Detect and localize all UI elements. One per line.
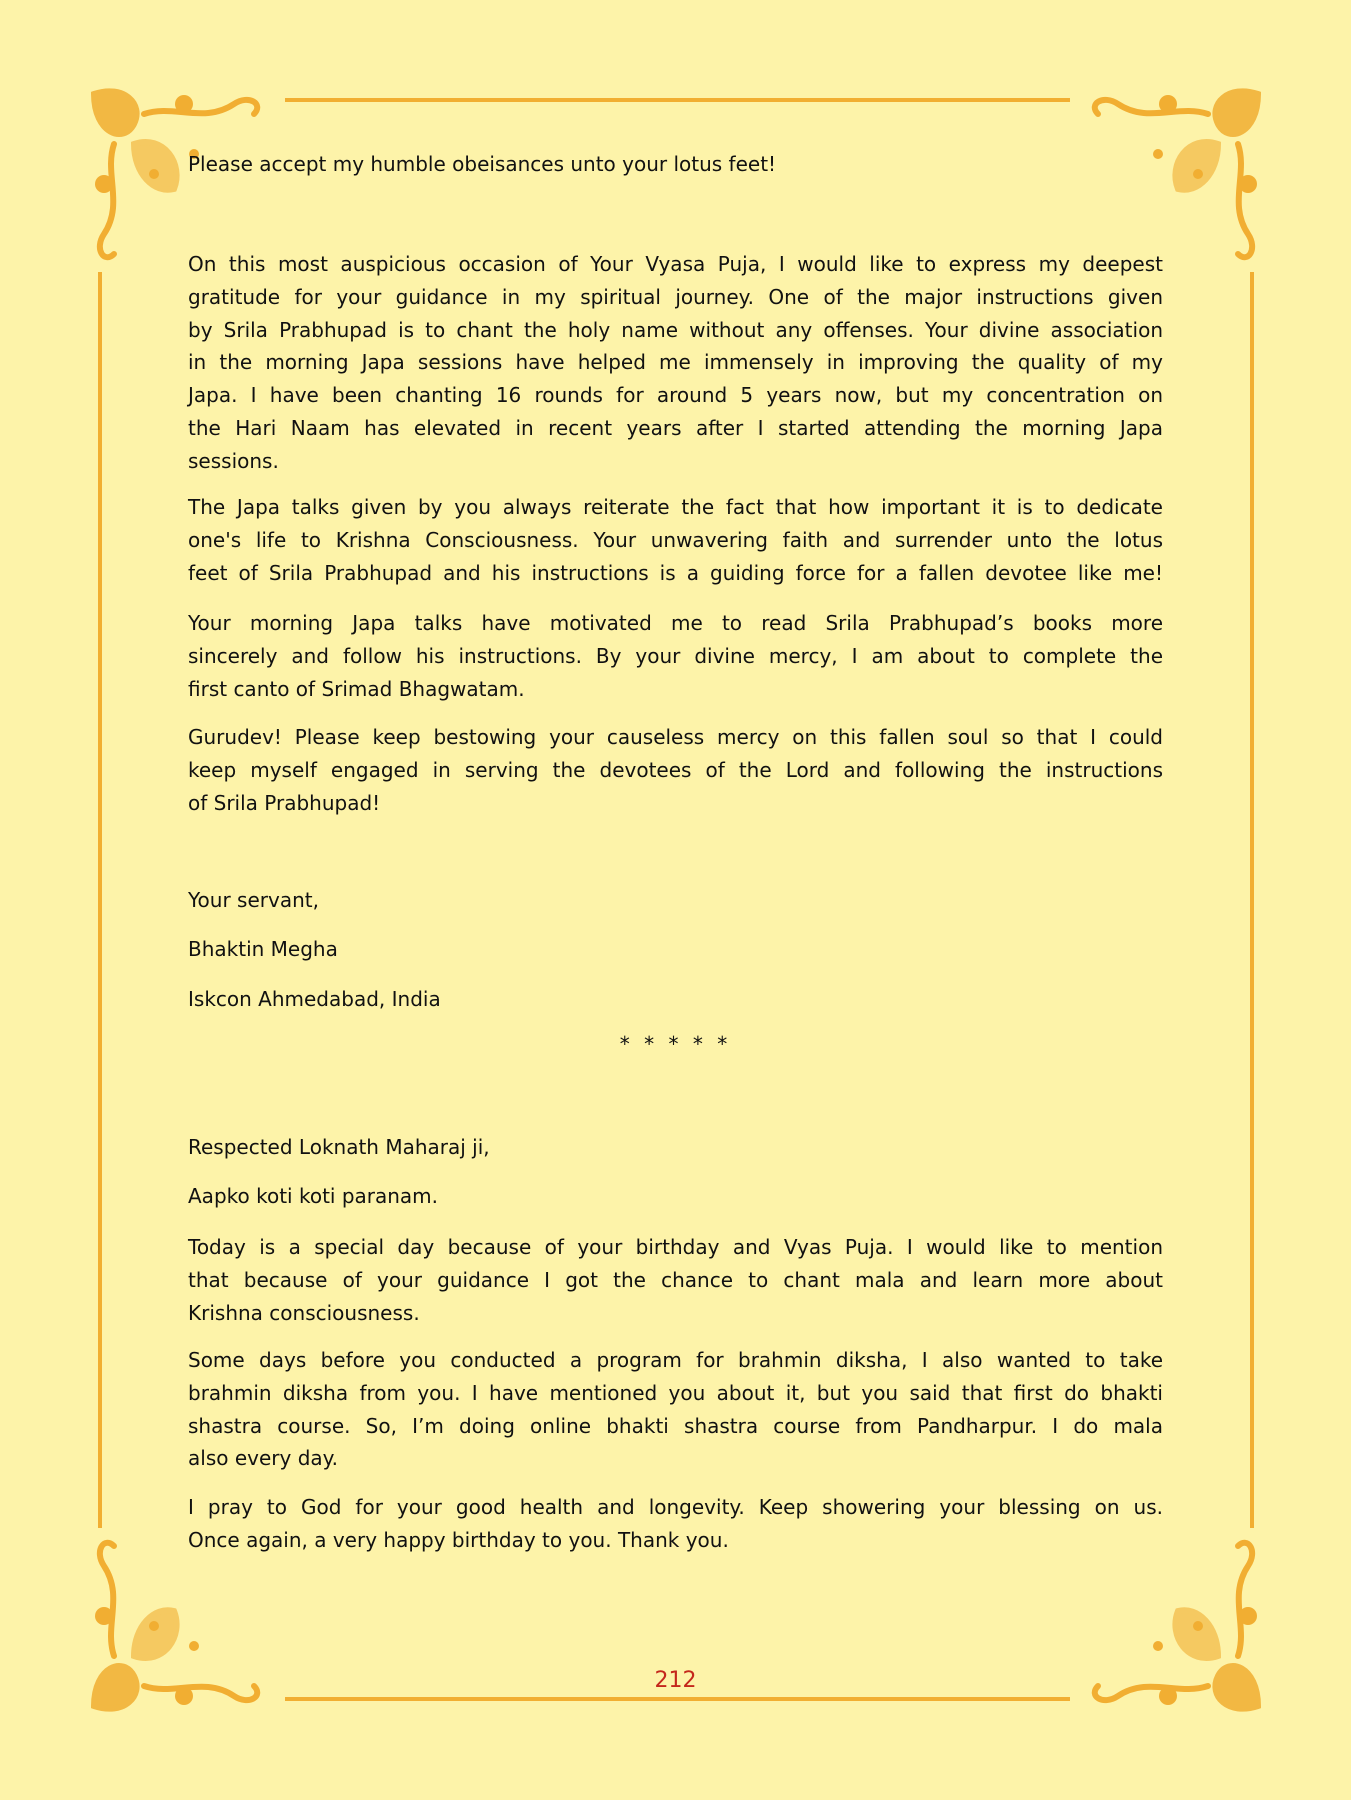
text-line: feet of Srila Prabhupad and his instructions is a guiding force for a fallen devotee like me! — [188, 560, 1163, 585]
text-line: I pray to God for your good health and longevity. Keep showering your blessing on us. — [188, 1495, 1163, 1519]
salutation: Respected Loknath Maharaj ji, — [188, 1135, 490, 1159]
text-line: in the morning Japa sessions have helped me immensely in improving the quality of my — [188, 350, 1163, 375]
separator: * * * * * — [619, 1032, 732, 1056]
signature-name: Bhaktin Megha — [188, 937, 338, 961]
text-line: keep myself engaged in serving the devotees of the Lord and following the instructions — [188, 757, 1163, 782]
text-line: sessions. — [188, 448, 279, 473]
text-line: Once again, a very happy birthday to you. Thank you. — [188, 1527, 729, 1552]
paragraph — [188, 721, 1163, 819]
text-line: The Japa talks given by you always reiterate the fact that how important it is to dedicate — [188, 495, 1163, 519]
text-line: Today is a special day because of your birthday and Vyas Puja. I would like to mention — [188, 1235, 1163, 1259]
text-line: Japa. I have been chanting 16 rounds for around 5 years now, but my concentration on — [188, 383, 1163, 408]
text-line: Your morning Japa talks have motivated me to read Srila Prabhupad’s books more — [188, 611, 1163, 635]
border-left — [98, 272, 102, 1528]
greeting: Aapko koti koti paranam. — [188, 1184, 439, 1208]
paragraph — [188, 491, 1163, 589]
text-line: sincerely and follow his instructions. By your divine mercy, I am about to complete the — [188, 643, 1163, 668]
border-top — [285, 98, 1070, 102]
paragraph — [188, 1491, 1163, 1557]
paragraph — [188, 248, 1163, 478]
text-line: that because of your guidance I got the chance to chant mala and learn more about — [188, 1267, 1163, 1292]
text-line: shastra course. So, I’m doing online bhakti shastra course from Pandharpur. I do mala — [188, 1413, 1163, 1438]
text-line: Krishna consciousness. — [188, 1300, 420, 1325]
border-right — [1250, 272, 1254, 1528]
text-line: of Srila Prabhupad! — [188, 790, 381, 815]
signature-location: Iskcon Ahmedabad, India — [188, 987, 441, 1011]
text-line: Some days before you conducted a program for brahmin diksha, I also wanted to take — [188, 1348, 1163, 1372]
text-line: Gurudev! Please keep bestowing your causeless mercy on this fallen soul so that I could — [188, 725, 1163, 749]
opening-line: Please accept my humble obeisances unto your lotus feet! — [188, 152, 777, 176]
text-line: On this most auspicious occasion of Your Vyasa Puja, I would like to express my deepest — [188, 252, 1163, 276]
closing: Your servant, — [188, 888, 319, 912]
paragraph — [188, 1344, 1163, 1475]
paragraph — [188, 607, 1163, 705]
text-line: first canto of Srimad Bhagwatam. — [188, 676, 525, 701]
page-number: 212 — [654, 1668, 697, 1693]
paragraph — [188, 1231, 1163, 1329]
text-line: gratitude for your guidance in my spiritual journey. One of the major instructions given — [188, 284, 1163, 309]
text-line: by Srila Prabhupad is to chant the holy name without any offenses. Your divine association — [188, 317, 1163, 342]
text-line: the Hari Naam has elevated in recent years after I started attending the morning Japa — [188, 415, 1163, 440]
text-line: brahmin diksha from you. I have mentioned you about it, but you said that first do bhakti — [188, 1380, 1163, 1405]
text-line: one's life to Krishna Consciousness. Your unwavering faith and surrender unto the lotus — [188, 527, 1163, 552]
border-bottom — [285, 1697, 1070, 1701]
text-line: also every day. — [188, 1446, 338, 1471]
